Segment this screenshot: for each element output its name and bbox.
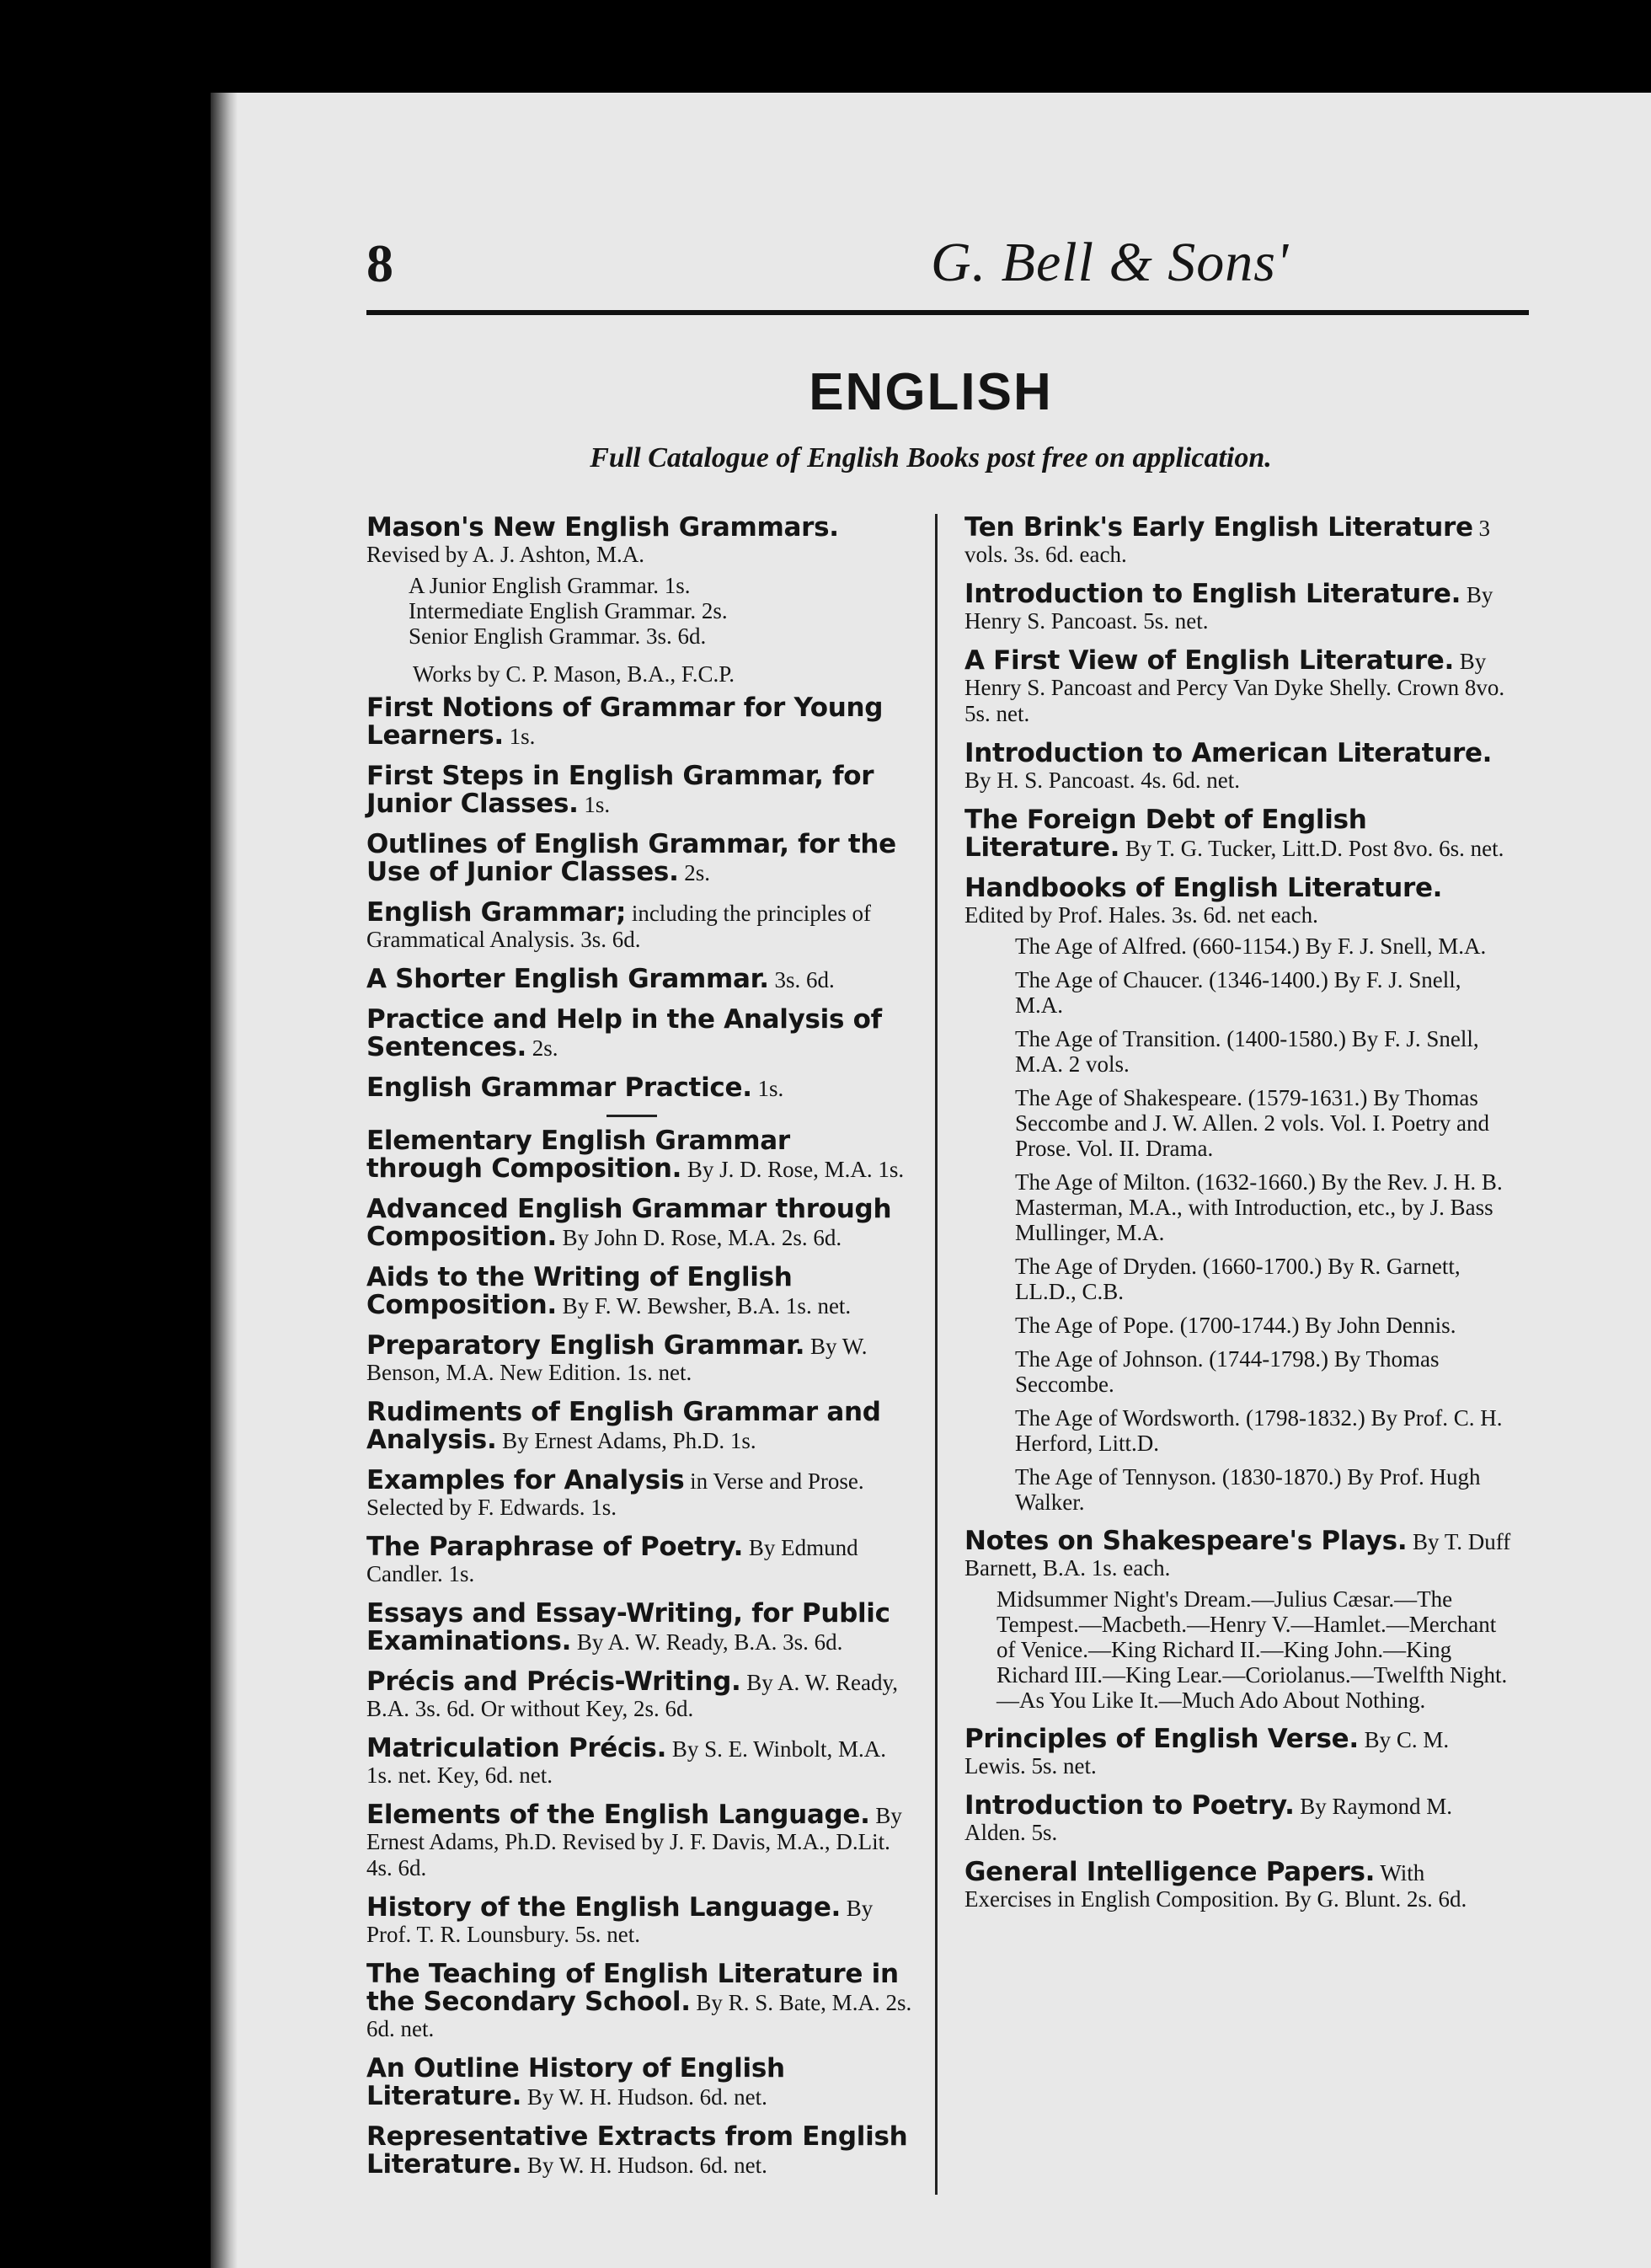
catalogue-entry [366, 1533, 914, 1587]
entry-desc: 3s. 6d. [774, 967, 835, 992]
entry-desc: 3 vols. 3s. 6d. each. [964, 516, 1490, 567]
catalogue-entry [366, 1332, 914, 1386]
entry-desc: 1s. [757, 1076, 784, 1101]
list-item: The Age of Wordsworth. (1798-1832.) By Prof. C. H. Herford, Litt.D. [1015, 1405, 1503, 1456]
entry-desc: By W. Benson, M.A. New Edition. 1s. net. [366, 1334, 868, 1385]
works-by-line: Works by C. P. Mason, B.A., F.C.P. [413, 661, 735, 687]
running-head: G. Bell & Sons' [931, 232, 1290, 293]
entry-title: Essays and Essay-Writing, for Public Examinations. [366, 1598, 890, 1656]
catalogue-entry [366, 1668, 914, 1722]
list-item: The Age of Alfred. (660-1154.) By F. J. Snell, M.A. [1015, 933, 1487, 959]
catalogue-entry [366, 1467, 914, 1521]
entry-title: Practice and Help in the Analysis of Sentences. [366, 1004, 882, 1062]
section-title: ENGLISH [809, 363, 1053, 421]
entry-title: English Grammar; [366, 897, 627, 928]
list-item: The Age of Johnson. (1744-1798.) By Thomas Seccombe. [1015, 1346, 1440, 1397]
entry-desc: 2s. [684, 860, 711, 885]
list-item: The Age of Tennyson. (1830-1870.) By Prof. Hugh Walker. [1015, 1464, 1481, 1515]
entry-title: General Intelligence Papers. [964, 1857, 1376, 1887]
catalogue-entry [964, 740, 1512, 794]
list-item: Intermediate English Grammar. 2s. [409, 598, 728, 623]
catalogue-entry [366, 1735, 914, 1789]
entry-desc: By A. W. Ready, B.A. 3s. 6d. [576, 1629, 843, 1655]
entry-desc: By Henry S. Pancoast and Percy Van Dyke Shelly. Crown 8vo. 5s. net. [964, 649, 1505, 726]
entry-title: Principles of English Verse. [964, 1724, 1359, 1754]
entry-desc: 1s. [584, 792, 611, 817]
entry-title: Examples for Analysis [366, 1465, 685, 1495]
entry-title: Notes on Shakespeare's Plays. [964, 1526, 1408, 1556]
catalogue-entry [366, 831, 914, 886]
entry-desc: in Verse and Prose. Selected by F. Edwards. 1s. [366, 1468, 864, 1520]
entry-desc: With Exercises in English Composition. By G. Blunt. 2s. 6d. [964, 1860, 1467, 1912]
catalogue-entry [964, 580, 1512, 634]
list-item: A Junior English Grammar. 1s. [409, 573, 691, 598]
entry-title: Elements of the English Language. [366, 1800, 870, 1830]
entry-desc: By Edmund Candler. 1s. [366, 1535, 858, 1586]
entry-title: Preparatory English Grammar. [366, 1330, 805, 1361]
entry-title: Introduction to Poetry. [964, 1790, 1295, 1821]
entry-title: History of the English Language. [366, 1892, 842, 1923]
entry-title: Précis and Précis-Writing. [366, 1666, 741, 1697]
list-item: The Age of Shakespeare. (1579-1631.) By Thomas Seccombe and J. W. Allen. 2 vols. Vol. I. Poetry and Prose. Vol. II. Drama. [1015, 1085, 1489, 1161]
entry-desc: By F. W. Bewsher, B.A. 1s. net. [562, 1293, 852, 1319]
entry-title: The Paraphrase of Poetry. [366, 1532, 744, 1562]
entry-desc: 1s. [509, 724, 536, 749]
entry-desc: By Prof. T. R. Lounsbury. 5s. net. [366, 1896, 874, 1947]
entry-title: Introduction to English Literature. [964, 579, 1461, 609]
entry-desc: Edited by Prof. Hales. 3s. 6d. net each. [964, 902, 1318, 928]
entry-desc: By T. Duff Barnett, B.A. 1s. each. [964, 1529, 1511, 1581]
catalogue-page [211, 93, 1651, 2268]
entry-title: Matriculation Précis. [366, 1733, 667, 1763]
entry-desc: By John D. Rose, M.A. 2s. 6d. [562, 1225, 842, 1250]
section-subtitle: Full Catalogue of English Books post free on application. [590, 442, 1272, 473]
catalogue-entry [366, 1801, 914, 1881]
list-item: Senior English Grammar. 3s. 6d. [409, 623, 707, 649]
entry-title: A First View of English Literature. [964, 645, 1454, 676]
entry-title: Representative Extracts from English Literature. [366, 2121, 908, 2180]
column-divider [935, 514, 938, 2195]
ages-list [964, 933, 1512, 1515]
entry-desc: By S. E. Winbolt, M.A. 1s. net. Key, 6d. net. [366, 1736, 887, 1788]
entry-title: Rudiments of English Grammar and Analysis. [366, 1397, 881, 1455]
entry-desc: By T. G. Tucker, Litt.D. Post 8vo. 6s. net. [1125, 836, 1504, 861]
catalogue-entry [366, 694, 914, 750]
entry-title: The Foreign Debt of English Literature. [964, 805, 1367, 863]
catalogue-entry [366, 1894, 914, 1948]
catalogue-entry [366, 762, 914, 818]
entry-title: A Shorter English Grammar. [366, 964, 769, 994]
page-number: 8 [366, 233, 393, 293]
entry-title: First Notions of Grammar for Young Learners. [366, 693, 884, 751]
list-item: The Age of Milton. (1632-1660.) By the Rev. J. H. B. Masterman, M.A., with Introduction, etc., by J. Bass Mullinger, M.A. [1015, 1169, 1503, 1245]
catalogue-entry [366, 966, 914, 993]
catalogue-entry [366, 514, 914, 649]
entry-title: An Outline History of English Literature. [366, 2053, 785, 2111]
header-rule [366, 310, 1529, 315]
catalogue-entry [366, 1006, 914, 1062]
entry-desc: By Ernest Adams, Ph.D. Revised by J. F. Davis, M.A., D.Lit. 4s. 6d. [366, 1803, 902, 1880]
catalogue-entry [366, 2055, 914, 2110]
entry-desc: By C. M. Lewis. 5s. net. [964, 1727, 1450, 1779]
entry-title: Outlines of English Grammar, for the Use of Junior Classes. [366, 829, 896, 887]
entry-desc: By W. H. Hudson. 6d. net. [526, 2084, 767, 2110]
entry-desc: 2s. [532, 1035, 558, 1061]
catalogue-entry [964, 1859, 1512, 1912]
list-item: The Age of Transition. (1400-1580.) By F. J. Snell, M.A. 2 vols. [1015, 1026, 1479, 1077]
catalogue-entry [964, 1725, 1512, 1779]
entry-desc: By Henry S. Pancoast. 5s. net. [964, 582, 1493, 634]
plays-list: Midsummer Night's Dream.—Julius Cæsar.—The Tempest.—Macbeth.—Henry V.—Hamlet.—Merchant of Venice.—King Richard II.—King John.—King Richard III.—King Lear.—Coriolanus.—Twelfth Night.—As You Like It.—Much Ado About Nothing. [996, 1586, 1508, 1713]
catalogue-entry [964, 514, 1512, 568]
entry-desc: By A. W. Ready, B.A. 3s. 6d. Or without Key, 2s. 6d. [366, 1670, 898, 1721]
entry-title: Mason's New English Grammars. [366, 512, 839, 543]
list-item: The Age of Dryden. (1660-1700.) By R. Garnett, LL.D., C.B. [1015, 1254, 1461, 1304]
entry-title: Advanced English Grammar through Composition. [366, 1194, 892, 1252]
entry-desc: By J. D. Rose, M.A. 1s. [687, 1157, 905, 1182]
entry-desc: By W. H. Hudson. 6d. net. [526, 2153, 767, 2178]
grammar-list [366, 573, 914, 649]
entry-title: Aids to the Writing of English Composition. [366, 1262, 793, 1320]
catalogue-entry [366, 899, 914, 953]
catalogue-entry [366, 1127, 914, 1183]
catalogue-entry [964, 647, 1512, 727]
list-item: The Age of Chaucer. (1346-1400.) By F. J. Snell, M.A. [1015, 967, 1461, 1018]
entry-desc: By R. S. Bate, M.A. 2s. 6d. net. [366, 1990, 912, 2041]
entry-title: Elementary English Grammar through Composition. [366, 1126, 790, 1184]
catalogue-entry [366, 1074, 914, 1102]
right-column [964, 514, 1512, 1925]
entry-title: Introduction to American Literature. [964, 738, 1493, 768]
entry-desc: including the principles of Grammatical Analysis. 3s. 6d. [366, 901, 871, 952]
catalogue-entry [366, 1196, 914, 1251]
catalogue-entry [964, 806, 1512, 862]
catalogue-entry [366, 1399, 914, 1454]
page-header [366, 232, 1529, 295]
entry-title: The Teaching of English Literature in the Secondary School. [366, 1959, 899, 2017]
entry-title: Handbooks of English Literature. [964, 873, 1443, 903]
catalogue-entry [366, 1600, 914, 1656]
catalogue-entry [964, 1792, 1512, 1846]
entry-desc: By Raymond M. Alden. 5s. [964, 1794, 1453, 1845]
list-item: The Age of Pope. (1700-1744.) By John Dennis. [1015, 1313, 1456, 1338]
left-column [366, 514, 914, 2191]
entry-desc: By Ernest Adams, Ph.D. 1s. [502, 1428, 756, 1453]
entry-title: Ten Brink's Early English Literature [964, 512, 1473, 543]
catalogue-entry [366, 1264, 914, 1319]
entry-title: First Steps in English Grammar, for Junior Classes. [366, 761, 874, 819]
section-dash [606, 1115, 657, 1117]
catalogue-entry [366, 2123, 914, 2179]
entry-desc: Revised by A. J. Ashton, M.A. [366, 542, 645, 567]
entry-desc: By H. S. Pancoast. 4s. 6d. net. [964, 768, 1240, 793]
catalogue-entry [964, 875, 1512, 1515]
entry-title: English Grammar Practice. [366, 1072, 752, 1103]
catalogue-entry [964, 1527, 1512, 1713]
catalogue-entry [366, 1960, 914, 2042]
